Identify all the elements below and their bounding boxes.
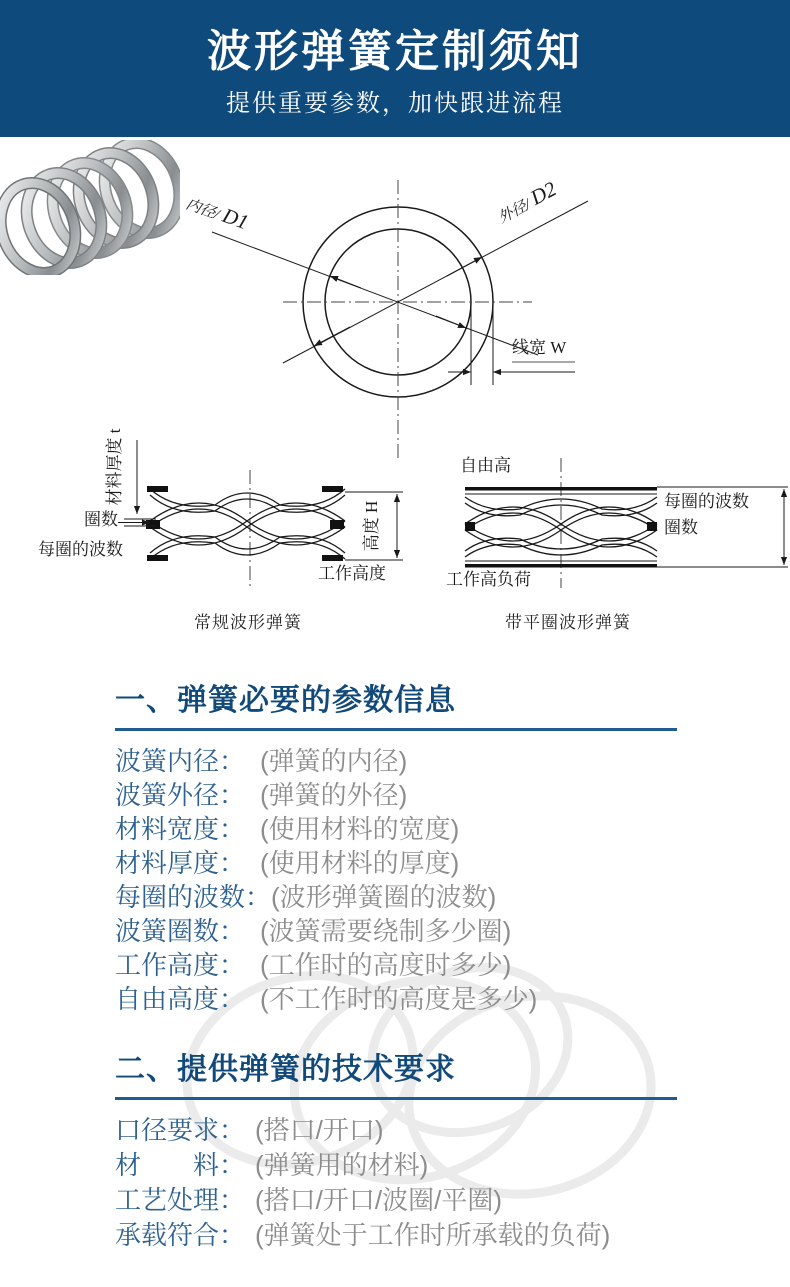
wave-spring-photo [0, 140, 180, 275]
param-row [115, 744, 677, 778]
section2-list [115, 1113, 677, 1253]
param-desc: (波簧需要绕制多少圈) [260, 916, 512, 946]
param-label: 口径要求： [115, 1115, 246, 1145]
work-height-label: 工作高度 [318, 564, 386, 583]
param-label: 工作高度： [115, 950, 246, 980]
inner-diameter-symbol: D1 [219, 202, 252, 235]
waves-per-turn-label-left: 每圈的波数 [38, 540, 123, 559]
section2-title: 二、提供弹簧的技术要求 [115, 1053, 456, 1086]
turns-label-left: 圈数 [84, 510, 118, 529]
param-desc: (使用材料的厚度) [260, 848, 460, 878]
param-desc: (弹簧的内径) [260, 746, 408, 776]
param-row [115, 1183, 677, 1218]
technical-drawing-area [0, 140, 790, 660]
page-subtitle: 提供重要参数，加快跟进流程 [226, 90, 564, 117]
left-view-caption: 常规波形弹簧 [194, 613, 302, 632]
turns-label-right: 圈数 [664, 518, 698, 537]
work-load-label: 工作高负荷 [446, 570, 531, 589]
param-label: 每圈的波数： [115, 882, 272, 912]
height-label: 高度 H [362, 500, 381, 552]
section1-title: 一、弹簧必要的参数信息 [115, 684, 456, 717]
param-desc: (弹簧用的材料) [255, 1150, 429, 1180]
param-row [115, 914, 677, 948]
param-label: 材 料： [115, 1150, 246, 1180]
param-desc: (工作时的高度时多少) [260, 950, 512, 980]
param-label: 波簧内径： [115, 746, 246, 776]
param-row [115, 880, 677, 914]
waves-per-turn-label-right: 每圈的波数 [664, 492, 749, 511]
param-desc: (波形弹簧圈的波数) [271, 882, 497, 912]
param-row [115, 1148, 677, 1183]
material-thickness-label: 材料厚度 t [105, 428, 124, 506]
param-label: 自由高度： [115, 984, 246, 1014]
param-row [115, 1218, 677, 1253]
free-height-label: 自由高 [460, 456, 511, 475]
param-row [115, 948, 677, 982]
section1-list [115, 744, 677, 1016]
section-required-parameters [115, 683, 677, 1016]
section2-divider [115, 1097, 677, 1100]
param-desc: (使用材料的宽度) [260, 814, 460, 844]
param-row [115, 778, 677, 812]
section-technical-requirements [115, 1052, 677, 1253]
outer-diameter-symbol: D2 [526, 176, 561, 210]
param-label: 材料宽度： [115, 814, 246, 844]
param-row [115, 1113, 677, 1148]
header-banner [0, 0, 790, 137]
section1-divider [115, 728, 677, 731]
param-desc: (不工作时的高度是多少) [260, 984, 538, 1014]
right-view-caption: 带平圈波形弹簧 [505, 613, 631, 632]
param-label: 波簧外径： [115, 780, 246, 810]
param-label: 工艺处理： [115, 1185, 246, 1215]
param-row [115, 982, 677, 1016]
param-desc: (搭口/开口) [255, 1115, 384, 1145]
param-desc: (搭口/开口/波圈/平圈) [255, 1185, 502, 1215]
param-row [115, 812, 677, 846]
inner-diameter-cn: 内径/ [183, 196, 222, 224]
param-desc: (弹簧处于工作时所承载的负荷) [255, 1220, 611, 1250]
param-label: 波簧圈数： [115, 916, 246, 946]
outer-diameter-cn: 外径/ [495, 196, 534, 227]
param-label: 材料厚度： [115, 848, 246, 878]
param-desc: (弹簧的外径) [260, 780, 408, 810]
page-title: 波形弹簧定制须知 [207, 27, 583, 76]
param-row [115, 846, 677, 880]
param-label: 承载符合： [115, 1220, 246, 1250]
wire-width-label: 线宽 W [512, 338, 567, 357]
